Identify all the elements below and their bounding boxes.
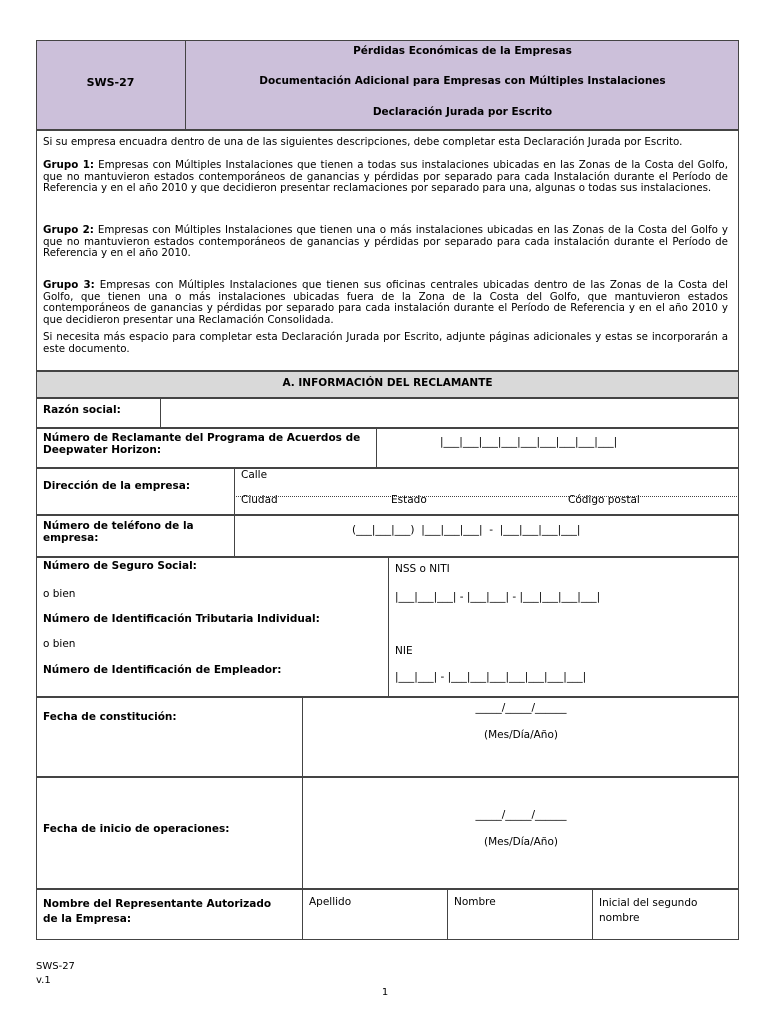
divider [234, 496, 739, 497]
divider [447, 889, 448, 940]
footer-form-code: SWS-27 [36, 961, 75, 972]
footer-version: v.1 [36, 975, 51, 986]
group-1-text: Empresas con Múltiples Instalaciones que tienen a todas sus instalaciones ubicadas en las Zonas de la Costa del Golfo, que no mantuvieron estados contemporáneos de ganancias y pérdidas por separado para cada Instalación durante el Período de Referencia y en el año 2010 y que decidieron presentar reclamaciones por separado para una, algunas o todas sus instalaciones. [43, 159, 728, 194]
itin-label: Número de Identificación Tributaria Individual: [43, 613, 320, 625]
intro-line: Si su empresa encuadra dentro de una de las siguientes descripciones, debe completar esta Declaración Jurada por Escrito. [43, 136, 683, 148]
form-title-line3: Declaración Jurada por Escrito [372, 106, 553, 118]
representative-label: Nombre del Representante Autorizado de la Empresa: [43, 898, 272, 925]
divider [376, 428, 377, 468]
or-text-2: o bien [43, 638, 76, 650]
group-1-label: Grupo 1: [43, 159, 94, 171]
group-3-text: Empresas con Múltiples Instalaciones que tienen sus oficinas centrales ubicadas dentro de las Zonas de la Costa del Golfo, que tienen una o más instalaciones ubicadas fuera de la Zona de la Costa del Golfo, que mantuvieron estados contemporáneos de ganancias y pérdidas por separado para cada instalación durante el Período de Referencia y en el año 2010 y que decidieron presentar una Reclamación Consolidada. [43, 279, 728, 326]
start-date-format: (Mes/Día/Año) [484, 836, 558, 848]
divider [302, 777, 303, 889]
founding-date-input[interactable]: _____/_____/______ [475, 702, 567, 714]
divider [592, 889, 593, 940]
group-3-label: Grupo 3: [43, 279, 95, 291]
state-label[interactable]: Estado [391, 494, 427, 506]
group-3-paragraph [43, 280, 728, 326]
page-number: 1 [381, 987, 389, 998]
group-2-text: Empresas con Múltiples Instalaciones que tienen una o más instalaciones ubicadas en las Zonas de la Costa del Golfo y que no mantuvieron estados contemporáneos de ganancias y pérdidas por separado para cada instalación durante el Período de Referencia y en el año 2010. [43, 224, 728, 259]
last-name-field[interactable]: Apellido [309, 896, 352, 908]
razon-social-label: Razón social: [43, 404, 121, 416]
founding-date-format: (Mes/Día/Año) [484, 729, 558, 741]
phone-input[interactable]: (___|___|___) |___|___|___| - |___|___|___|___| [352, 524, 581, 536]
nss-label: NSS o NITI [395, 563, 450, 575]
section-a-title: A. INFORMACIÓN DEL RECLAMANTE [282, 377, 493, 389]
group-2-label: Grupo 2: [43, 224, 94, 236]
nie-label: NIE [395, 645, 413, 657]
ssn-label: Número de Seguro Social: [43, 560, 197, 572]
group-2-paragraph [43, 225, 728, 260]
first-name-field[interactable]: Nombre [454, 896, 496, 908]
city-label[interactable]: Ciudad [241, 494, 278, 506]
phone-label: Número de teléfono de la empresa: [43, 520, 194, 544]
nss-input[interactable]: |___|___|___| - |___|___| - |___|___|___|___| [395, 591, 601, 603]
founding-date-label: Fecha de constitución: [43, 711, 177, 723]
form-title-line2: Documentación Adicional para Empresas con Múltiples Instalaciones [259, 75, 666, 87]
divider [160, 398, 161, 428]
extra-space-note: Si necesita más espacio para completar esta Declaración Jurada por Escrito, adjunte páginas adicionales y estas se incorporarán a este documento. [43, 331, 728, 355]
razon-social-input[interactable] [162, 400, 737, 426]
start-date-input[interactable]: _____/_____/______ [475, 809, 567, 821]
street-label[interactable]: Calle [241, 469, 268, 481]
divider [234, 468, 235, 515]
start-date-label: Fecha de inicio de operaciones: [43, 823, 230, 835]
middle-initial-field[interactable]: Inicial del segundo nombre [599, 897, 698, 924]
claimant-number-input[interactable]: |___|___|___|___|___|___|___|___|___| [440, 436, 618, 448]
ein-label: Número de Identificación de Empleador: [43, 664, 282, 676]
divider [388, 557, 389, 697]
address-label: Dirección de la empresa: [43, 480, 191, 492]
form-title-line1: Pérdidas Económicas de la Empresas [353, 45, 572, 57]
divider [234, 515, 235, 557]
form-code: SWS-27 [86, 76, 135, 89]
group-1-paragraph [43, 160, 728, 195]
nie-input[interactable]: |___|___| - |___|___|___|___|___|___|___| [395, 671, 587, 683]
divider [302, 889, 303, 940]
zip-label[interactable]: Código postal [568, 494, 640, 506]
or-text-1: o bien [43, 588, 76, 600]
claimant-number-label: Número de Reclamante del Programa de Acuerdos de Deepwater Horizon: [43, 432, 361, 456]
